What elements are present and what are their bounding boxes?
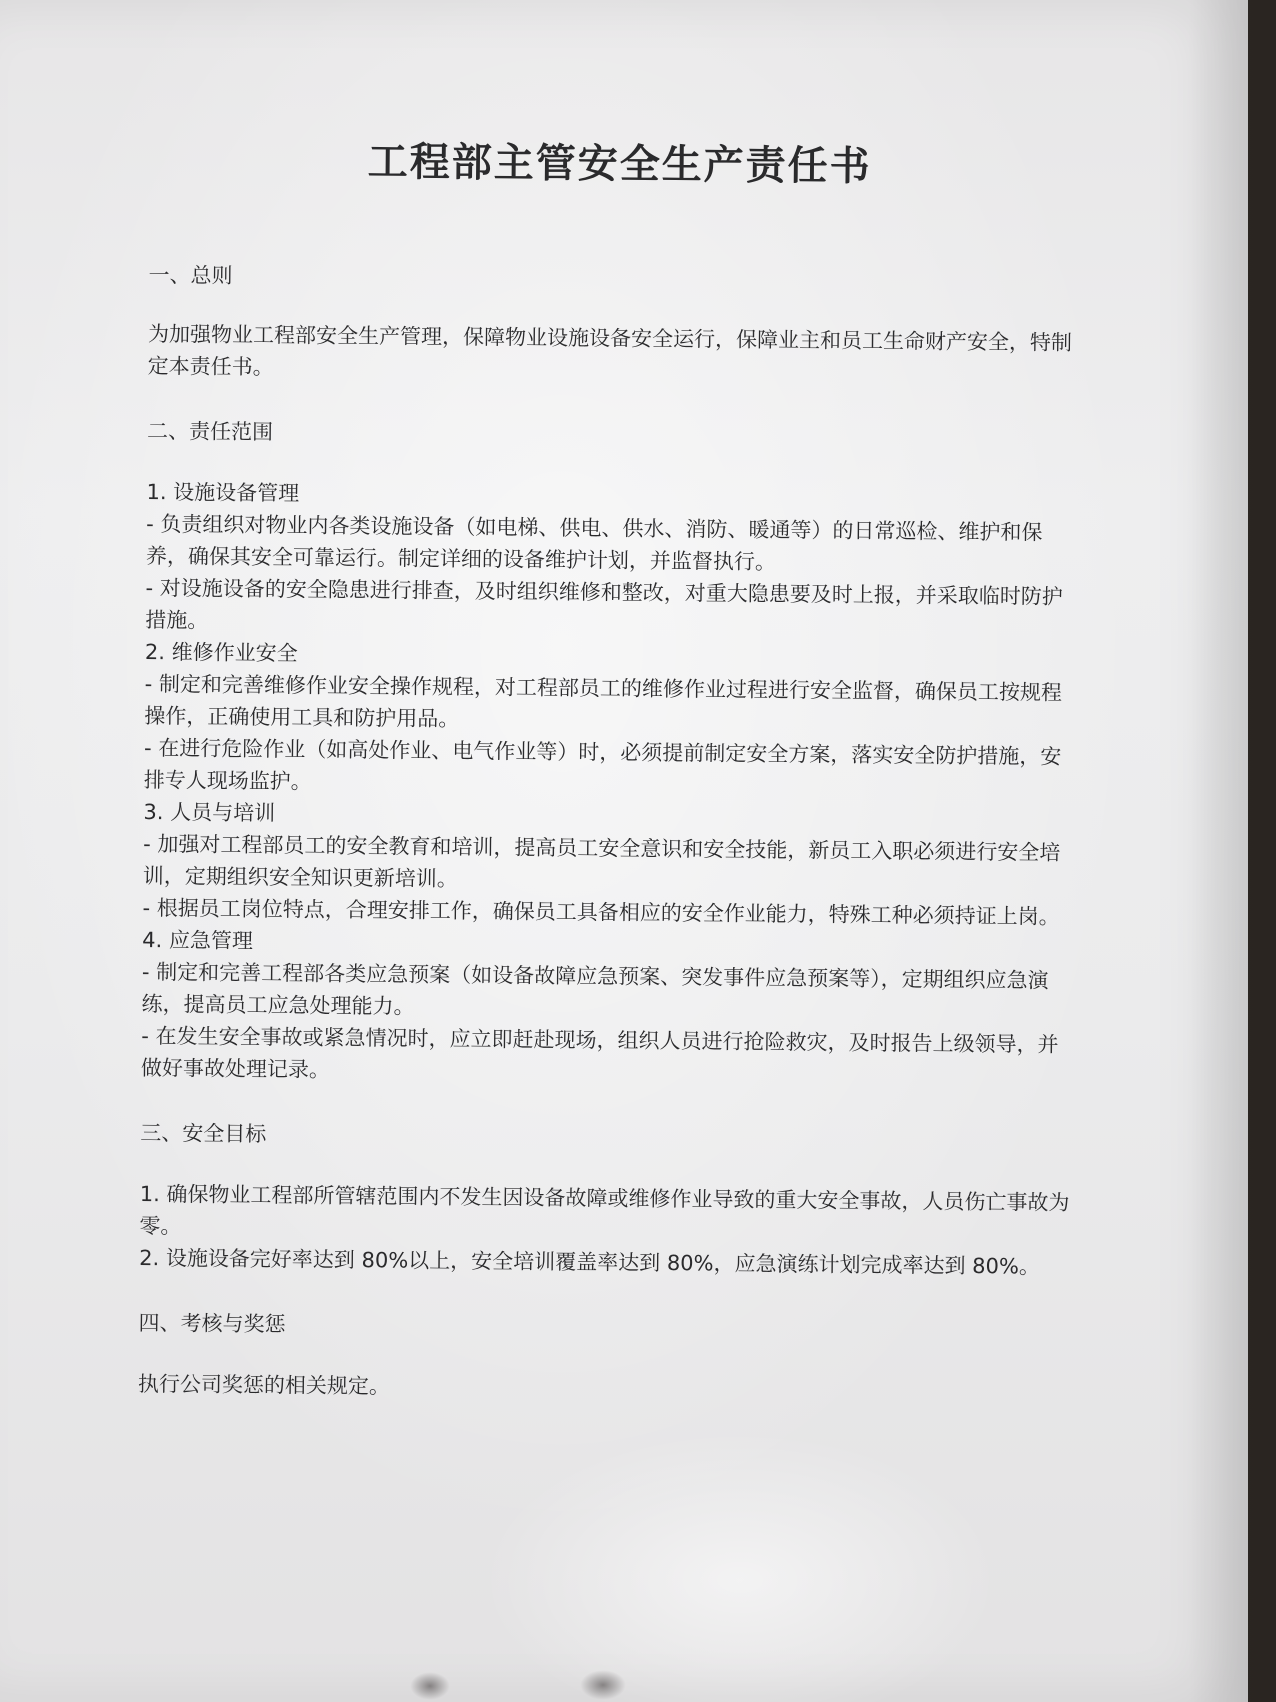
item-heading-emergency: 4. 应急管理 [142, 927, 254, 954]
item-heading-equipment: 1. 设施设备管理 [146, 479, 300, 506]
bullet-item: - 制定和完善工程部各类应急预案（如设备故障应急预案、突发事件应急预案等），定期组织应急演练，提高员工应急处理能力。 [141, 959, 1049, 1019]
light-glare [480, 1430, 1000, 1702]
document-title: 工程部主管安全生产责任书 [367, 138, 872, 190]
target-item: 2. 设施设备完好率达到 80%以上，安全培训覆盖率达到 80%，应急演练计划完成率达到 80%。 [139, 1245, 1041, 1279]
section-heading-general: 一、总则 [148, 262, 233, 288]
section-paragraph-assessment: 执行公司奖惩的相关规定。 [137, 1371, 391, 1399]
section-heading-assessment: 四、考核与奖惩 [138, 1310, 286, 1337]
bullet-item: - 在发生安全事故或紧急情况时，应立即赶赴现场，组织人员进行抢险救灾，及时报告上级领导，并做好事故处理记录。 [140, 1023, 1059, 1082]
section-paragraph-general: 为加强物业工程部安全生产管理，保障物业设施设备安全运行，保障业主和员工生命财产安全，特制定本责任书。 [147, 321, 1073, 380]
bullet-item: - 负责组织对物业内各类设施设备（如电梯、供电、供水、消防、暖通等）的日常巡检、维护和保养，确保其安全可靠运行。制定详细的设备维护计划，并监督执行。 [145, 511, 1043, 575]
document-body [138, 130, 1080, 1409]
bullet-item: - 对设施设备的安全隐患进行排查，及时组织维修和整改，对重大隐患要及时上报，并采取临时防护措施。 [145, 575, 1063, 633]
bullet-item: - 制定和完善维修作业安全操作规程，对工程部员工的维修作业过程进行安全监督，确保员工按规程操作，正确使用工具和防护用品。 [144, 671, 1063, 731]
bullet-item: - 加强对工程部员工的安全教育和培训，提高员工安全意识和安全技能，新员工入职必须进行安全培训，定期组织安全知识更新培训。 [142, 831, 1061, 891]
bullet-item: - 在进行危险作业（如高处作业、电气作业等）时，必须提前制定安全方案，落实安全防护措施，安排专人现场监护。 [143, 735, 1062, 794]
item-heading-maintenance: 2. 维修作业安全 [144, 639, 298, 666]
section-heading-targets: 三、安全目标 [140, 1120, 267, 1147]
ink-smudge [410, 1672, 450, 1700]
section-heading-scope: 二、责任范围 [146, 418, 274, 445]
bullet-item: - 根据员工岗位特点，合理安排工作，确保员工具备相应的安全作业能力，特殊工种必须持证上岗。 [142, 895, 1060, 929]
paper-edge-shadow [1188, 0, 1248, 1702]
target-item: 1. 确保物业工程部所管辖范围内不发生因设备故障或维修作业导致的重大安全事故，人员伤亡事故为零。 [139, 1181, 1070, 1239]
item-heading-training: 3. 人员与培训 [143, 799, 276, 826]
ink-smudge [580, 1670, 626, 1700]
